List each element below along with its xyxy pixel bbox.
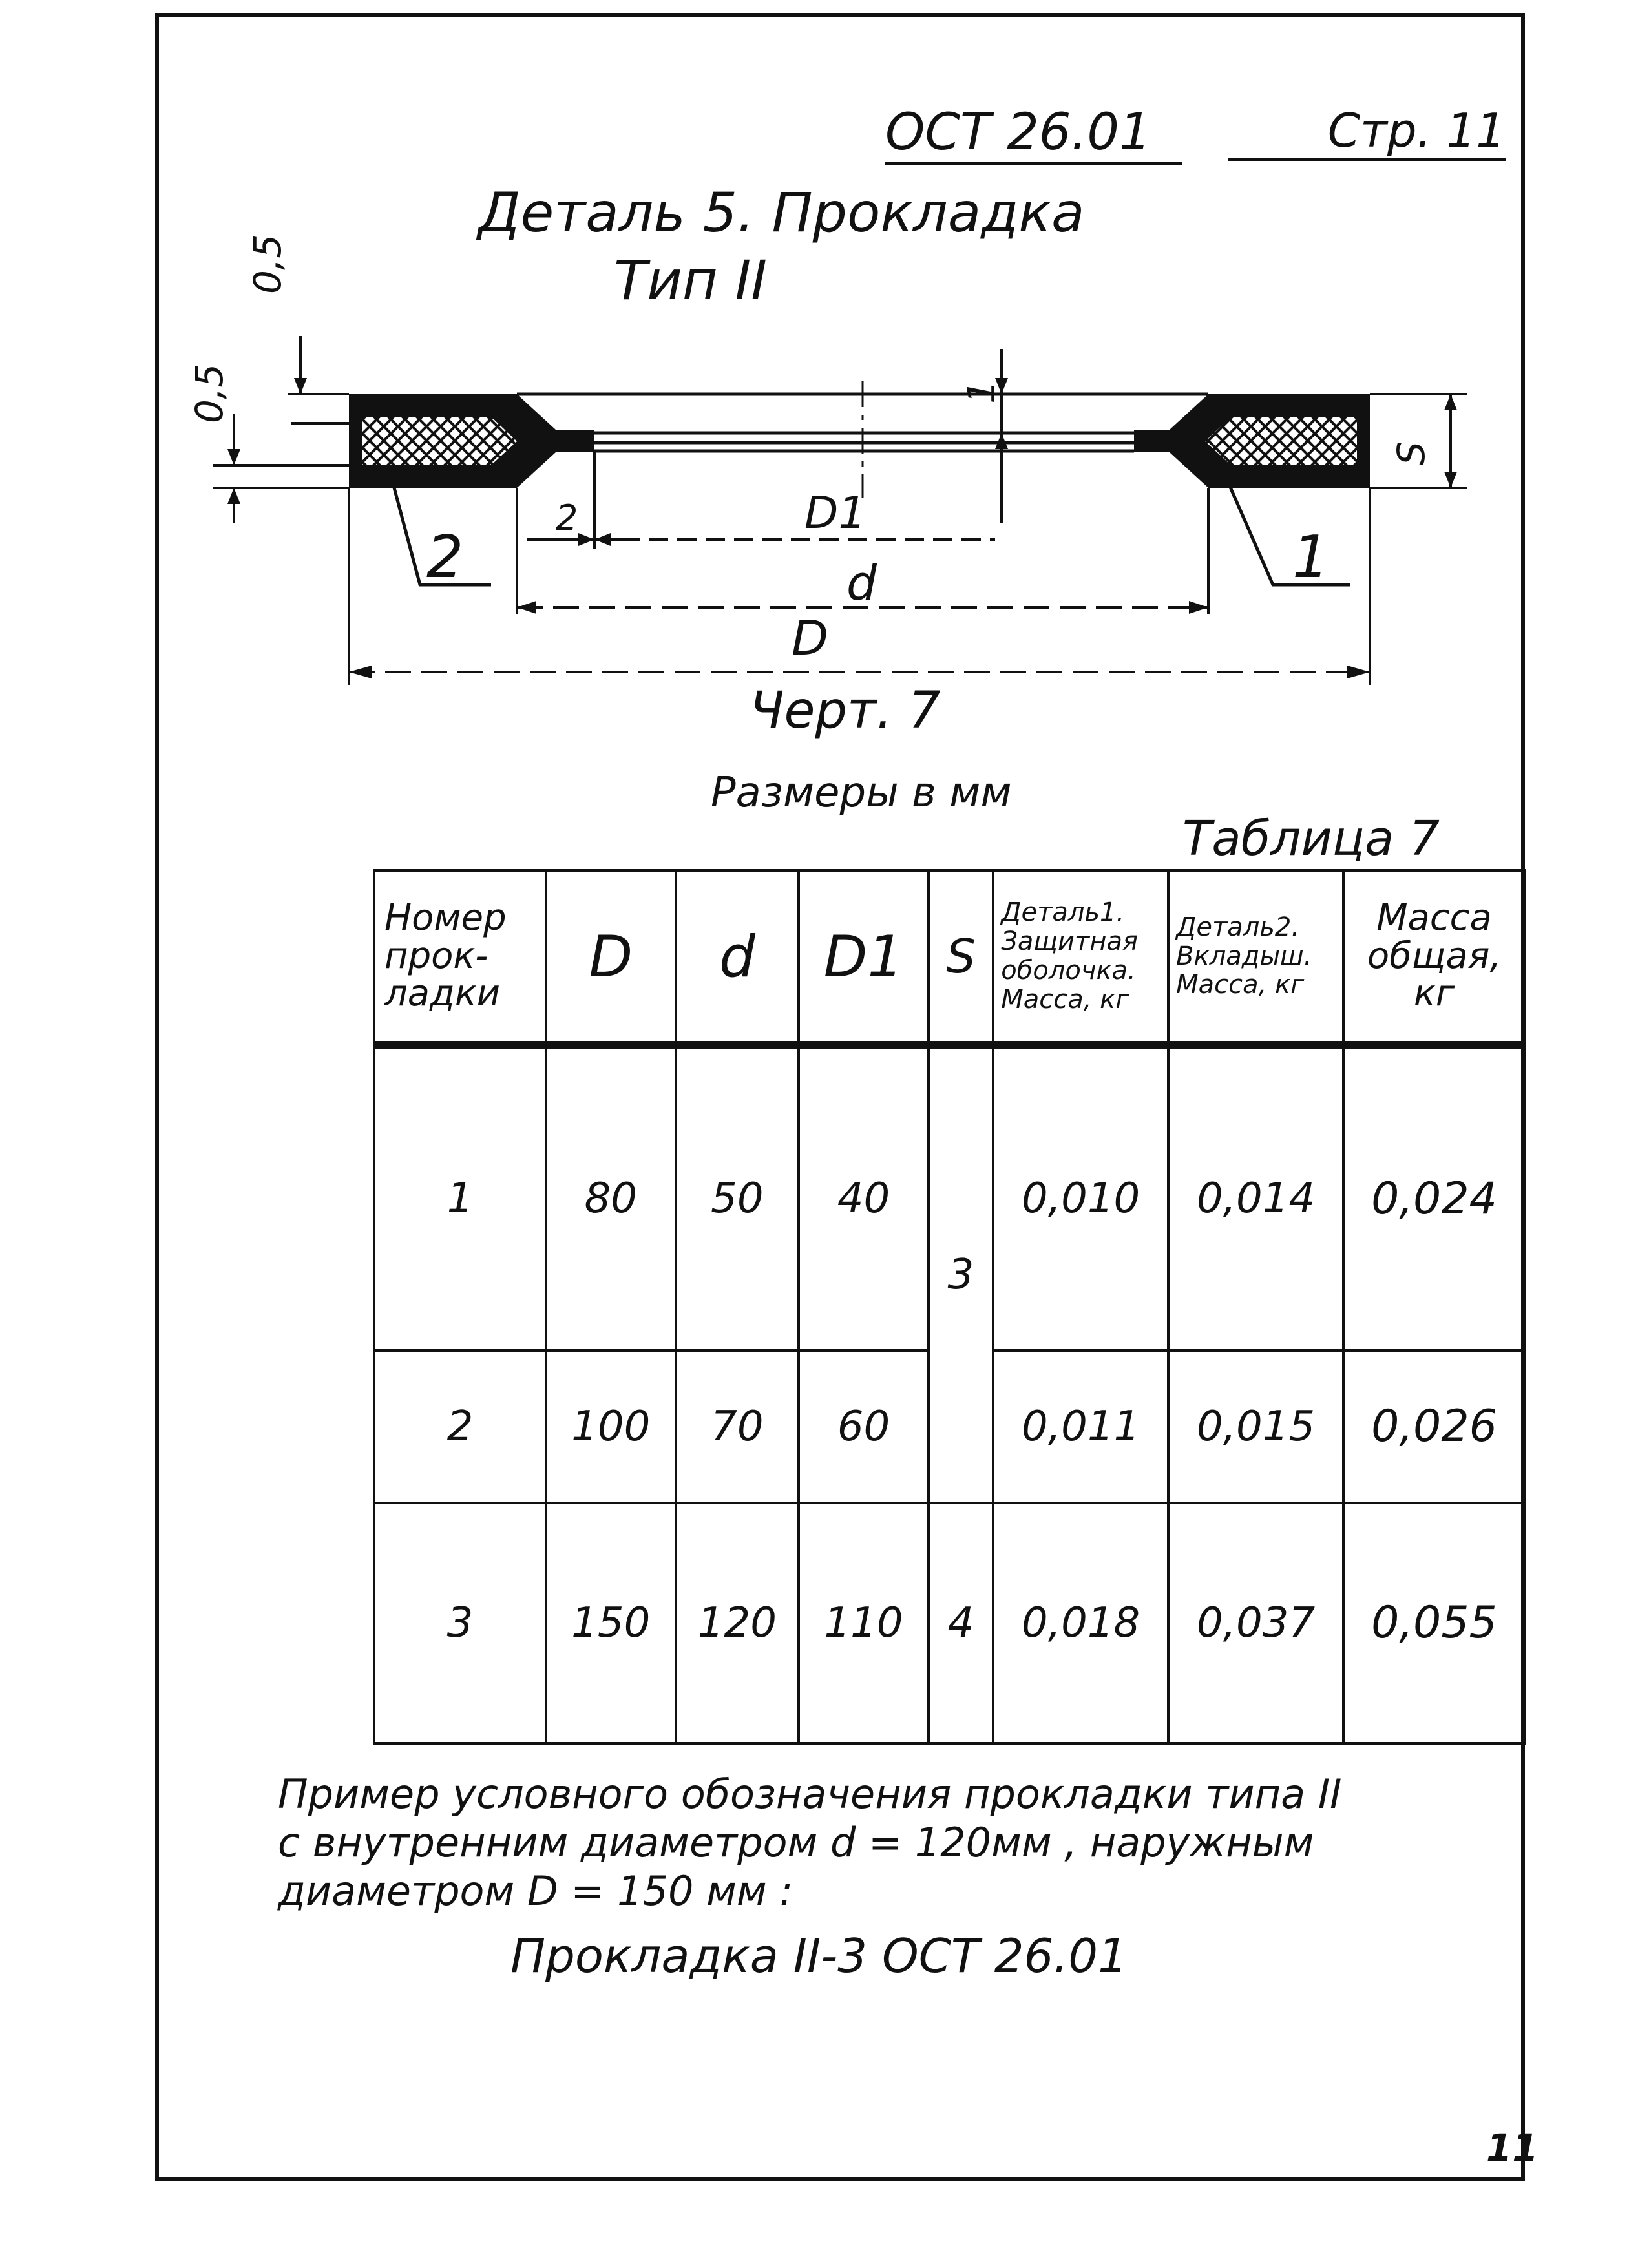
- cell-mass1: 0,011: [993, 1350, 1168, 1503]
- example-line-2: с внутренним диаметром d = 120мм , наружным: [278, 1819, 1314, 1866]
- cell-D: 80: [546, 1045, 676, 1350]
- header-number: Номер прок- ладки: [374, 870, 546, 1045]
- cell-mass1: 0,010: [993, 1045, 1168, 1350]
- table-header-row: [374, 870, 1525, 1045]
- cell-d: 50: [676, 1045, 799, 1350]
- header-mass-part2: Деталь2. Вкладыш. Масса, кг: [1168, 870, 1343, 1045]
- header-mass-part1: Деталь1. Защитная оболочка. Масса, кг: [993, 870, 1168, 1045]
- part-title: Деталь 5. Прокладка: [478, 181, 1085, 244]
- cell-S: 4: [929, 1503, 993, 1743]
- header-S: S: [929, 870, 993, 1045]
- cell-num: 3: [374, 1503, 546, 1743]
- gasket-right-section: [1134, 394, 1370, 488]
- drawing-caption: Черт. 7: [750, 682, 941, 740]
- cell-mass2: 0,014: [1168, 1045, 1343, 1350]
- cell-S: 3: [929, 1045, 993, 1503]
- callout-label-2: 2: [426, 523, 464, 591]
- header-D1: D1: [799, 870, 929, 1045]
- cell-mass2: 0,015: [1168, 1350, 1343, 1503]
- header-d: d: [676, 870, 799, 1045]
- dim-s-label: S: [1389, 441, 1433, 465]
- header-mass-total: Масса общая, кг: [1343, 870, 1525, 1045]
- cell-num: 1: [374, 1045, 546, 1350]
- example-line-1: Пример условного обозначения прокладки типа II: [278, 1770, 1342, 1818]
- standard-number: ОСТ 26.01: [885, 103, 1182, 165]
- cell-total: 0,026: [1343, 1350, 1525, 1503]
- table-row: [374, 1503, 1525, 1743]
- gasket-left-section: [349, 394, 594, 488]
- dim-left-label: 0,5: [187, 363, 231, 423]
- dim-d1-label: D1: [804, 488, 867, 539]
- callout-label-1: 1: [1292, 523, 1330, 591]
- table-row: [374, 1045, 1525, 1350]
- cell-D: 100: [546, 1350, 676, 1503]
- dim-one-label: 1: [960, 380, 1003, 404]
- cell-num: 2: [374, 1350, 546, 1503]
- cell-mass1: 0,018: [993, 1503, 1168, 1743]
- table-label: Таблица 7: [1182, 811, 1440, 866]
- data-table: [373, 869, 1526, 1745]
- cell-d: 70: [676, 1350, 799, 1503]
- cell-D1: 40: [799, 1045, 929, 1350]
- page-label: Стр. 11: [1228, 103, 1506, 161]
- part-type: Тип II: [614, 249, 768, 312]
- cell-total: 0,055: [1343, 1503, 1525, 1743]
- cell-mass2: 0,037: [1168, 1503, 1343, 1743]
- cell-total: 0,024: [1343, 1045, 1525, 1350]
- example-designation: Прокладка II-3 ОСТ 26.01: [510, 1929, 1128, 1983]
- cell-D1: 110: [799, 1503, 929, 1743]
- dim-two-label: 2: [556, 498, 578, 538]
- cell-d: 120: [676, 1503, 799, 1743]
- dim-top-label: 0,5: [246, 234, 289, 294]
- dim-d-label: d: [846, 556, 877, 611]
- example-line-3: диаметром D = 150 мм :: [278, 1867, 793, 1915]
- page-number: 11: [1486, 2126, 1539, 2170]
- units-note: Размеры в мм: [711, 769, 1012, 817]
- dim-D-label: D: [792, 611, 828, 666]
- header-D: D: [546, 870, 676, 1045]
- cell-D: 150: [546, 1503, 676, 1743]
- cell-D1: 60: [799, 1350, 929, 1503]
